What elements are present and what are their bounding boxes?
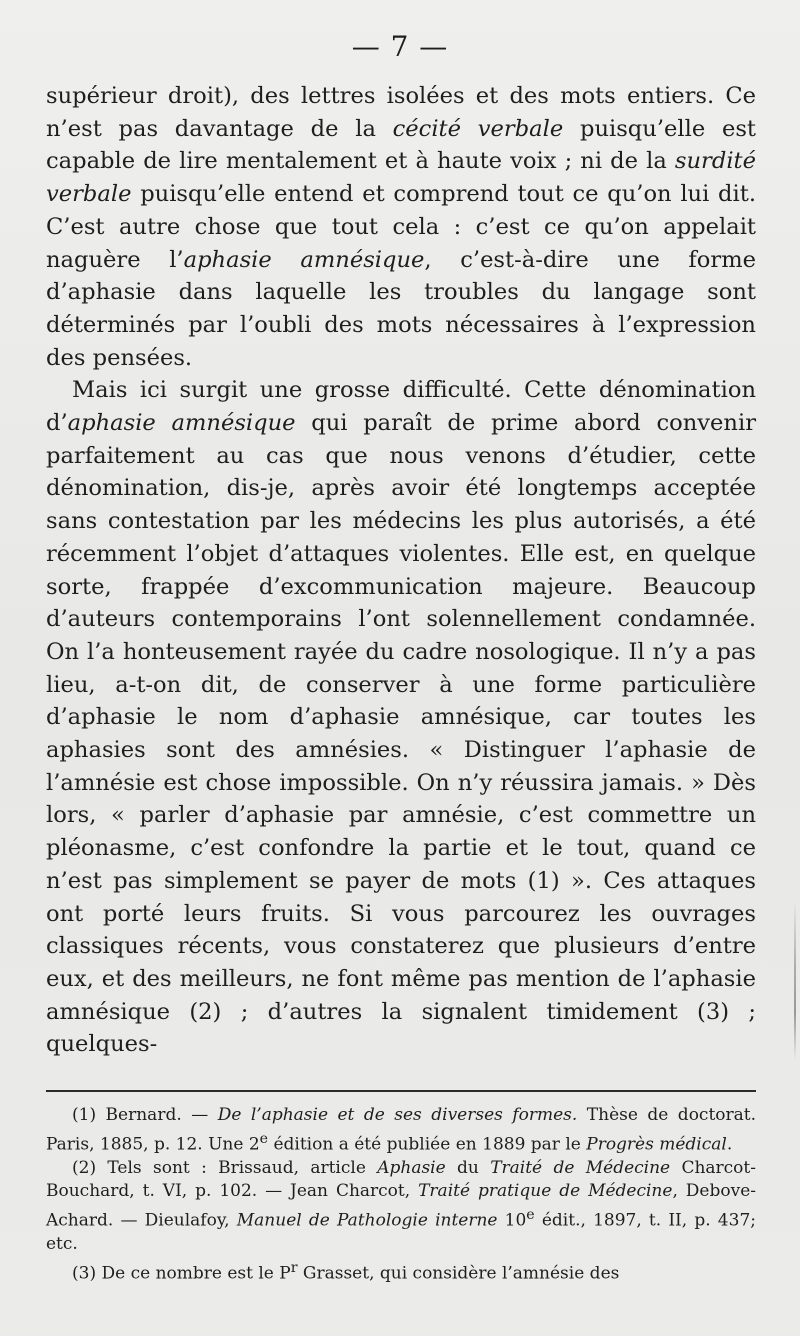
italic-title: Aphasie [377, 1157, 446, 1178]
text-span: du [445, 1157, 491, 1178]
paragraph-1 [46, 80, 756, 374]
body-text [46, 80, 756, 1061]
text-span: , c’est-à-dire une forme d’aphasie dans laquelle les troubles du langage sont déterminés par l’oubli des mots nécessaires à l’expression des pensées. [46, 246, 756, 371]
superscript: e [526, 1207, 535, 1224]
paragraph-2 [46, 374, 756, 1061]
footnote-1 [46, 1104, 756, 1157]
text-span: qui paraît de prime abord convenir parfaitement au cas que nous venons d’étudier, cette dénomination, dis-je, après avoir été longtemps acceptée sans contestation par les médecins les plus autorisés, a été récemment l’objet d’attaques violentes. Elle est, en quelque sorte, frappée d’excommunication majeure. Beaucoup d’auteurs contemporains l’ont solennellement condamnée. On l’a honteusement rayée du cadre nosologique. Il n’y a pas lieu, a-t-on dit, de conserver à une forme particulière d’aphasie le nom d’aphasie amnésique, car toutes les aphasies sont des amnésies. « Distinguer l’aphasie de l’amnésie est chose impossible. On n’y réussira jamais. » Dès lors, « parler d’aphasie par amnésie, c’est commettre un pléonasme, c’est confondre la partie et le tout, quand ce n’est pas simplement se payer de mots (1) ». Ces attaques ont porté leurs fruits. Si vous parcourez les ouvrages classiques récents, vous constaterez que plusieurs d’entre eux, et des meilleurs, ne font même pas mention de l’aphasie amnésique (2) ; d’autres la signalent timidement (3) ; quelques- [46, 410, 757, 1058]
italic-title: Traité pratique de Médecine [418, 1181, 673, 1202]
text-span: (3) De ce nombre est le P [72, 1263, 291, 1284]
superscript: e [259, 1130, 269, 1147]
text-span: édit., 1897, t. II, p. 437; etc. [46, 1210, 756, 1255]
text-span: Mais ici surgit une grosse difficulté. Cette dénomination d’ [46, 377, 756, 437]
superscript: r [290, 1259, 298, 1276]
footnote-3 [46, 1257, 756, 1286]
text-span: 10 [497, 1210, 527, 1231]
italic-title: Progrès médical [586, 1134, 727, 1155]
italic-title: De l’aphasie et de ses diverses formes. [217, 1105, 578, 1125]
italic-title: Traité de Médecine [490, 1157, 671, 1178]
italic-term: cécité verbale [392, 115, 564, 142]
text-span: puisqu’elle est capable de lire mentalement et à haute voix ; ni de la [46, 115, 756, 175]
italic-term: aphasie amnésique [183, 246, 425, 273]
footnotes [46, 1104, 756, 1286]
page-number: — 7 — [351, 30, 449, 63]
text-span: Charcot-Bouchard, t. VI, p. 102. — Jean Charcot, [46, 1157, 756, 1202]
text-span: (1) Bernard. — [72, 1105, 218, 1125]
text-span: Thèse de doctorat. Paris, 1885, p. 12. Une 2 [46, 1105, 757, 1155]
italic-title: Manuel de Pathologie interne [236, 1210, 498, 1231]
text-span: puisqu’elle entend et comprend tout ce qu’on lui dit. C’est autre chose que tout cela : c’est ce qu’on appelait naguère l’ [46, 181, 756, 273]
text-span: , Debove-Achard. — Dieulafoy, [46, 1181, 757, 1231]
text-span: . [726, 1134, 733, 1155]
italic-term: surdité verbale [46, 148, 756, 208]
page-edge-shadow [794, 900, 796, 1060]
text-span: édition a été publiée en 1889 par le [268, 1134, 587, 1155]
text-span: (2) Tels sont : Brissaud, article [72, 1157, 378, 1178]
footnote-separator [46, 1090, 756, 1092]
footnote-2 [46, 1157, 756, 1257]
italic-term: aphasie amnésique [67, 410, 296, 437]
text-span: Grasset, qui considère l’amnésie des [297, 1263, 620, 1284]
text-span: supérieur droit), des lettres isolées et des mots entiers. Ce n’est pas davantage de la [46, 83, 756, 142]
